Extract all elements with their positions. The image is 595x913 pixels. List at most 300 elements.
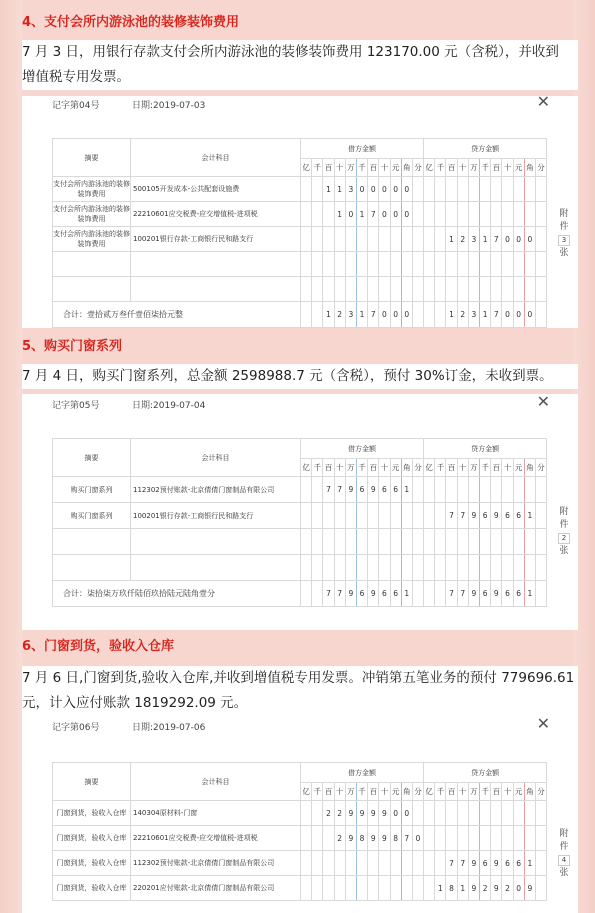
- debit-digit: [301, 177, 312, 202]
- credit-digit: [513, 555, 524, 581]
- debit-digit: 2: [334, 801, 345, 826]
- credit-digit: [424, 851, 435, 876]
- digit-header: 千: [480, 783, 491, 801]
- total-digit: 6: [502, 581, 513, 607]
- debit-digit: 7: [368, 202, 379, 227]
- debit-digit: [312, 826, 323, 851]
- debit-digit: 6: [390, 477, 401, 503]
- digit-header: 十: [379, 459, 390, 477]
- credit-digit: [480, 801, 491, 826]
- debit-digit: [390, 252, 401, 277]
- debit-digit: [345, 252, 356, 277]
- section-heading: 5、购买门窗系列: [22, 339, 123, 354]
- total-digit: 0: [379, 302, 390, 328]
- credit-digit: [480, 177, 491, 202]
- close-icon[interactable]: ✕: [536, 716, 550, 733]
- credit-digit: [513, 826, 524, 851]
- credit-digit: [524, 826, 535, 851]
- debit-digit: [345, 555, 356, 581]
- voucher-header: [52, 398, 206, 411]
- row-summary: 门窗到货，验收入仓库: [53, 851, 131, 876]
- voucher-row[interactable]: [53, 277, 547, 302]
- voucher-header: [52, 720, 206, 733]
- header-row: [53, 439, 547, 459]
- attach-count-value: 3: [558, 235, 570, 246]
- attach-label: 附: [559, 829, 569, 839]
- debit-digit: [390, 555, 401, 581]
- debit-digit: 0: [401, 202, 412, 227]
- total-digit: [301, 581, 312, 607]
- digit-header: 百: [323, 159, 334, 177]
- debit-digit: [379, 851, 390, 876]
- credit-digit: [468, 826, 479, 851]
- credit-digit: [480, 555, 491, 581]
- credit-digit: 9: [468, 876, 479, 901]
- digit-header: 亿: [301, 459, 312, 477]
- digit-header: 分: [412, 159, 423, 177]
- debit-digit: [379, 529, 390, 555]
- credit-digit: 7: [457, 503, 468, 529]
- voucher-panel: [22, 96, 578, 328]
- debit-digit: [390, 529, 401, 555]
- digit-header: 千: [480, 159, 491, 177]
- credit-digit: [446, 277, 457, 302]
- credit-digit: [424, 529, 435, 555]
- digit-header: 千: [435, 459, 446, 477]
- digit-header: 十: [334, 459, 345, 477]
- debit-digit: [401, 503, 412, 529]
- debit-digit: [334, 555, 345, 581]
- debit-digit: [323, 252, 334, 277]
- digit-header: 亿: [424, 783, 435, 801]
- digit-header: 万: [345, 459, 356, 477]
- debit-digit: [345, 851, 356, 876]
- voucher-row[interactable]: [53, 227, 547, 252]
- credit-digit: [457, 202, 468, 227]
- voucher-table: [52, 138, 547, 328]
- debit-digit: 2: [323, 801, 334, 826]
- debit-digit: 6: [379, 477, 390, 503]
- credit-digit: [535, 876, 546, 901]
- credit-digit: [424, 555, 435, 581]
- debit-digit: [412, 503, 423, 529]
- credit-digit: [468, 202, 479, 227]
- row-account: 112302预付账款-北京倩倩门窗制品有限公司: [131, 851, 301, 876]
- row-account: 22210601应交税费-应交增值税-进项税: [131, 826, 301, 851]
- credit-digit: [424, 252, 435, 277]
- debit-digit: [379, 252, 390, 277]
- digit-header: 十: [379, 783, 390, 801]
- debit-digit: 7: [401, 826, 412, 851]
- debit-digit: [312, 529, 323, 555]
- credit-digit: [435, 801, 446, 826]
- credit-digit: [524, 252, 535, 277]
- digit-header: 角: [401, 783, 412, 801]
- debit-digit: [412, 529, 423, 555]
- debit-digit: [368, 876, 379, 901]
- debit-digit: [312, 876, 323, 901]
- voucher-row[interactable]: [53, 202, 547, 227]
- debit-digit: [323, 876, 334, 901]
- credit-digit: [468, 477, 479, 503]
- total-row: [53, 302, 547, 328]
- credit-digit: [535, 177, 546, 202]
- total-label: 合计：柒拾柒万玖仟陆佰玖拾陆元陆角壹分: [53, 581, 301, 607]
- credit-digit: 7: [491, 227, 502, 252]
- digit-header: 千: [312, 783, 323, 801]
- credit-digit: [457, 555, 468, 581]
- debit-digit: 8: [390, 826, 401, 851]
- digit-header: 万: [468, 783, 479, 801]
- debit-digit: [368, 252, 379, 277]
- voucher-row[interactable]: [53, 529, 547, 555]
- total-digit: 7: [323, 581, 334, 607]
- debit-digit: [412, 202, 423, 227]
- credit-digit: [535, 202, 546, 227]
- credit-digit: 6: [513, 851, 524, 876]
- voucher-row[interactable]: [53, 555, 547, 581]
- voucher-table: [52, 438, 547, 607]
- debit-digit: [301, 876, 312, 901]
- voucher-row[interactable]: [53, 851, 547, 876]
- digit-header: 万: [468, 459, 479, 477]
- debit-digit: [334, 851, 345, 876]
- digit-header: 角: [524, 459, 535, 477]
- digit-header: 亿: [301, 783, 312, 801]
- debit-digit: [323, 277, 334, 302]
- credit-digit: [513, 801, 524, 826]
- attach-label: 件: [559, 222, 569, 232]
- digit-header: 万: [345, 783, 356, 801]
- debit-digit: [345, 529, 356, 555]
- attach-label: 张: [559, 546, 569, 556]
- digit-header: 亿: [424, 459, 435, 477]
- digit-header: 千: [435, 783, 446, 801]
- debit-digit: [334, 876, 345, 901]
- row-account: 100201银行存款-工商银行民和路支行: [131, 503, 301, 529]
- digit-header: 元: [513, 459, 524, 477]
- debit-digit: [368, 277, 379, 302]
- row-summary: 门窗到货，验收入仓库: [53, 826, 131, 851]
- digit-header: 百: [323, 783, 334, 801]
- credit-digit: 3: [468, 227, 479, 252]
- header-credit: 贷方金额: [424, 439, 547, 459]
- row-summary: 支付会所内游泳池的装修装饰费用: [53, 177, 131, 202]
- debit-digit: 9: [379, 801, 390, 826]
- credit-digit: [502, 277, 513, 302]
- credit-digit: 9: [524, 876, 535, 901]
- debit-digit: [356, 876, 367, 901]
- digit-header: 元: [390, 159, 401, 177]
- debit-digit: [334, 252, 345, 277]
- digit-header: 元: [390, 783, 401, 801]
- debit-digit: 7: [334, 477, 345, 503]
- credit-digit: 7: [446, 851, 457, 876]
- section-paragraph: [22, 364, 578, 389]
- credit-digit: [491, 555, 502, 581]
- debit-digit: [412, 252, 423, 277]
- credit-digit: 9: [491, 876, 502, 901]
- credit-digit: [446, 202, 457, 227]
- digit-header: 百: [491, 783, 502, 801]
- debit-digit: [334, 529, 345, 555]
- debit-digit: [356, 277, 367, 302]
- voucher-row[interactable]: [53, 477, 547, 503]
- total-digit: 7: [368, 302, 379, 328]
- debit-digit: [312, 503, 323, 529]
- row-account: 100201银行存款-工商银行民和路支行: [131, 227, 301, 252]
- debit-digit: [379, 876, 390, 901]
- row-account: [131, 277, 301, 302]
- credit-digit: [468, 177, 479, 202]
- credit-digit: 2: [502, 876, 513, 901]
- digit-header: 百: [368, 783, 379, 801]
- debit-digit: [312, 227, 323, 252]
- debit-digit: [368, 555, 379, 581]
- digit-header: 十: [502, 459, 513, 477]
- credit-digit: [491, 801, 502, 826]
- row-summary: 支付会所内游泳池的装修装饰费用: [53, 227, 131, 252]
- debit-digit: [379, 227, 390, 252]
- debit-digit: [345, 227, 356, 252]
- debit-digit: [301, 252, 312, 277]
- total-digit: 3: [468, 302, 479, 328]
- total-digit: 0: [513, 302, 524, 328]
- voucher-date: 日期:2019-07-06: [132, 723, 206, 733]
- voucher-row[interactable]: [53, 801, 547, 826]
- debit-digit: 0: [390, 202, 401, 227]
- section-paragraph: [22, 40, 578, 90]
- credit-digit: [535, 227, 546, 252]
- total-digit: 7: [457, 581, 468, 607]
- debit-digit: 8: [356, 826, 367, 851]
- attachment-count: [558, 506, 570, 558]
- credit-digit: 6: [480, 851, 491, 876]
- debit-digit: [301, 826, 312, 851]
- credit-digit: [424, 826, 435, 851]
- debit-digit: [312, 177, 323, 202]
- credit-digit: 1: [457, 876, 468, 901]
- total-digit: 6: [513, 581, 524, 607]
- debit-digit: 9: [379, 826, 390, 851]
- close-icon[interactable]: ✕: [536, 96, 550, 111]
- debit-digit: 9: [356, 801, 367, 826]
- credit-digit: [524, 277, 535, 302]
- total-digit: 1: [356, 302, 367, 328]
- credit-digit: 1: [446, 227, 457, 252]
- debit-digit: [301, 227, 312, 252]
- credit-digit: [491, 177, 502, 202]
- credit-digit: [435, 227, 446, 252]
- total-digit: 1: [323, 302, 334, 328]
- total-digit: 1: [401, 581, 412, 607]
- credit-digit: [480, 477, 491, 503]
- digit-header: 千: [312, 459, 323, 477]
- total-digit: 1: [446, 302, 457, 328]
- credit-digit: [513, 202, 524, 227]
- voucher-number: 记字第05号: [52, 401, 100, 411]
- digit-header: 分: [535, 159, 546, 177]
- attach-label: 附: [559, 209, 569, 219]
- credit-digit: [535, 851, 546, 876]
- credit-digit: [491, 826, 502, 851]
- digit-header: 万: [468, 159, 479, 177]
- debit-digit: 0: [379, 177, 390, 202]
- total-digit: 6: [390, 581, 401, 607]
- debit-digit: [323, 227, 334, 252]
- credit-digit: [513, 477, 524, 503]
- total-digit: [312, 581, 323, 607]
- credit-digit: [524, 177, 535, 202]
- credit-digit: [535, 252, 546, 277]
- debit-digit: [312, 555, 323, 581]
- paragraph-line: 元，计入应付账款 1819292.09 元。: [22, 695, 248, 711]
- credit-digit: [435, 503, 446, 529]
- total-digit: 6: [480, 581, 491, 607]
- debit-digit: 1: [334, 177, 345, 202]
- attach-label: 张: [559, 248, 569, 258]
- debit-digit: [412, 227, 423, 252]
- credit-digit: [480, 202, 491, 227]
- credit-digit: 6: [502, 851, 513, 876]
- credit-digit: [535, 801, 546, 826]
- credit-digit: [424, 801, 435, 826]
- total-digit: [312, 302, 323, 328]
- total-digit: 0: [390, 302, 401, 328]
- digit-header: 十: [457, 459, 468, 477]
- debit-digit: [412, 876, 423, 901]
- debit-digit: [356, 851, 367, 876]
- digit-header: 百: [491, 459, 502, 477]
- total-digit: 9: [368, 581, 379, 607]
- credit-digit: [424, 177, 435, 202]
- debit-digit: 1: [401, 477, 412, 503]
- row-summary: [53, 529, 131, 555]
- debit-digit: [301, 555, 312, 581]
- debit-digit: 9: [345, 801, 356, 826]
- paragraph-line: 增值税专用发票。: [22, 69, 130, 85]
- debit-digit: [312, 477, 323, 503]
- debit-digit: [401, 529, 412, 555]
- credit-digit: [524, 529, 535, 555]
- voucher-header: [52, 98, 206, 111]
- credit-digit: [435, 177, 446, 202]
- credit-digit: [524, 555, 535, 581]
- debit-digit: [401, 252, 412, 277]
- credit-digit: 9: [468, 503, 479, 529]
- digit-header: 千: [356, 459, 367, 477]
- debit-digit: [368, 851, 379, 876]
- credit-digit: [457, 529, 468, 555]
- total-digit: [412, 302, 423, 328]
- credit-digit: 0: [524, 227, 535, 252]
- attach-label: 附: [559, 507, 569, 517]
- voucher-row[interactable]: [53, 177, 547, 202]
- debit-digit: [301, 801, 312, 826]
- row-account: 500105开发成本-公共配套设施费: [131, 177, 301, 202]
- header-credit: 贷方金额: [424, 763, 547, 783]
- row-summary: [53, 555, 131, 581]
- section-heading: 4、支付会所内游泳池的装修装饰费用: [22, 15, 240, 30]
- digit-header: 元: [390, 459, 401, 477]
- debit-digit: [401, 876, 412, 901]
- header-debit: 借方金额: [301, 763, 424, 783]
- credit-digit: [446, 477, 457, 503]
- credit-digit: [457, 277, 468, 302]
- total-digit: 7: [334, 581, 345, 607]
- debit-digit: [323, 555, 334, 581]
- credit-digit: [424, 202, 435, 227]
- total-digit: 0: [524, 302, 535, 328]
- close-icon[interactable]: ✕: [536, 394, 550, 411]
- digit-header: 分: [535, 783, 546, 801]
- credit-digit: 9: [491, 503, 502, 529]
- credit-digit: [446, 252, 457, 277]
- credit-digit: [468, 277, 479, 302]
- total-digit: 9: [468, 581, 479, 607]
- voucher-row[interactable]: [53, 252, 547, 277]
- credit-digit: [502, 801, 513, 826]
- debit-digit: [323, 851, 334, 876]
- debit-digit: [390, 227, 401, 252]
- debit-digit: [390, 503, 401, 529]
- digit-header: 十: [457, 159, 468, 177]
- voucher-row[interactable]: [53, 826, 547, 851]
- credit-digit: 9: [468, 851, 479, 876]
- total-digit: 7: [491, 302, 502, 328]
- debit-digit: [345, 277, 356, 302]
- attachment-count: [558, 828, 570, 880]
- credit-digit: [480, 826, 491, 851]
- debit-digit: [301, 202, 312, 227]
- debit-digit: [345, 876, 356, 901]
- row-summary: 支付会所内游泳池的装修装饰费用: [53, 202, 131, 227]
- debit-digit: [345, 503, 356, 529]
- credit-digit: [435, 252, 446, 277]
- credit-digit: 7: [457, 851, 468, 876]
- credit-digit: [491, 529, 502, 555]
- debit-digit: 9: [368, 801, 379, 826]
- credit-digit: 7: [446, 503, 457, 529]
- digit-header: 百: [491, 159, 502, 177]
- voucher-row[interactable]: [53, 876, 547, 901]
- credit-digit: [502, 177, 513, 202]
- total-digit: 0: [502, 302, 513, 328]
- digit-header: 千: [312, 159, 323, 177]
- debit-digit: 1: [323, 177, 334, 202]
- debit-digit: [301, 277, 312, 302]
- total-digit: 6: [379, 581, 390, 607]
- section-heading: 6、门窗到货，验收入仓库: [22, 639, 175, 654]
- credit-digit: [446, 801, 457, 826]
- debit-digit: [412, 801, 423, 826]
- digit-header: 十: [502, 159, 513, 177]
- debit-digit: [412, 555, 423, 581]
- row-summary: [53, 277, 131, 302]
- row-account: [131, 529, 301, 555]
- attach-label: 张: [559, 868, 569, 878]
- credit-digit: [513, 529, 524, 555]
- total-digit: 2: [457, 302, 468, 328]
- debit-digit: [379, 555, 390, 581]
- credit-digit: 2: [480, 876, 491, 901]
- credit-digit: [446, 529, 457, 555]
- credit-digit: [491, 277, 502, 302]
- debit-digit: [312, 851, 323, 876]
- digit-header: 十: [457, 783, 468, 801]
- voucher-row[interactable]: [53, 503, 547, 529]
- digit-header: 角: [524, 159, 535, 177]
